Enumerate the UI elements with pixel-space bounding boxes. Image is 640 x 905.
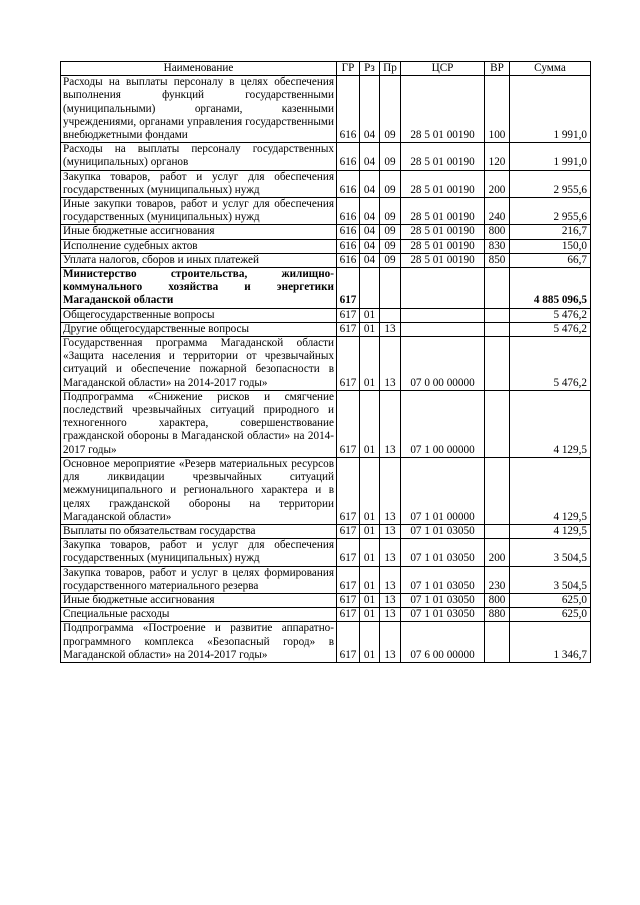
cell-sum: 625,0 xyxy=(510,593,591,607)
cell-gr: 617 xyxy=(337,608,360,622)
cell-pr: 09 xyxy=(380,76,401,143)
table-row xyxy=(61,622,591,663)
cell-vr xyxy=(485,337,510,391)
cell-pr: 09 xyxy=(380,143,401,170)
cell-rz: 04 xyxy=(360,198,380,225)
cell-name: Закупка товаров, работ и услуг для обеспечения государственных (муниципальных) нужд xyxy=(61,539,337,566)
cell-gr: 616 xyxy=(337,76,360,143)
header-csr: ЦСР xyxy=(401,62,485,76)
cell-pr: 13 xyxy=(380,322,401,336)
cell-vr: 800 xyxy=(485,225,510,239)
cell-csr: 07 1 01 03050 xyxy=(401,539,485,566)
cell-pr: 13 xyxy=(380,457,401,524)
cell-sum: 2 955,6 xyxy=(510,198,591,225)
cell-csr: 28 5 01 00190 xyxy=(401,143,485,170)
cell-csr: 07 6 00 00000 xyxy=(401,622,485,663)
table-row xyxy=(61,539,591,566)
cell-sum: 4 129,5 xyxy=(510,390,591,457)
cell-csr: 07 0 00 00000 xyxy=(401,337,485,391)
cell-vr: 850 xyxy=(485,253,510,267)
cell-vr xyxy=(485,524,510,538)
cell-name: Уплата налогов, сборов и иных платежей xyxy=(61,253,337,267)
cell-vr xyxy=(485,322,510,336)
cell-csr: 28 5 01 00190 xyxy=(401,225,485,239)
cell-name: Иные бюджетные ассигнования xyxy=(61,225,337,239)
cell-gr: 617 xyxy=(337,322,360,336)
cell-pr xyxy=(380,268,401,309)
cell-gr: 616 xyxy=(337,225,360,239)
cell-sum: 66,7 xyxy=(510,253,591,267)
cell-csr xyxy=(401,322,485,336)
cell-gr: 617 xyxy=(337,268,360,309)
cell-gr: 617 xyxy=(337,566,360,593)
header-vr: ВР xyxy=(485,62,510,76)
cell-sum: 4 885 096,5 xyxy=(510,268,591,309)
cell-vr xyxy=(485,457,510,524)
cell-vr: 240 xyxy=(485,198,510,225)
cell-csr: 07 1 01 03050 xyxy=(401,593,485,607)
cell-rz: 01 xyxy=(360,593,380,607)
cell-vr xyxy=(485,390,510,457)
cell-gr: 617 xyxy=(337,337,360,391)
header-pr: Пр xyxy=(380,62,401,76)
cell-name: Иные бюджетные ассигнования xyxy=(61,593,337,607)
cell-pr: 09 xyxy=(380,253,401,267)
cell-gr: 617 xyxy=(337,457,360,524)
table-row xyxy=(61,308,591,322)
cell-vr: 120 xyxy=(485,143,510,170)
cell-vr: 880 xyxy=(485,608,510,622)
budget-table-sheet xyxy=(60,61,590,663)
cell-vr: 830 xyxy=(485,239,510,253)
cell-rz: 01 xyxy=(360,608,380,622)
cell-vr xyxy=(485,622,510,663)
cell-pr: 13 xyxy=(380,337,401,391)
cell-csr: 07 1 01 03050 xyxy=(401,524,485,538)
cell-name: Исполнение судебных актов xyxy=(61,239,337,253)
table-row xyxy=(61,322,591,336)
cell-rz: 01 xyxy=(360,539,380,566)
cell-name: Расходы на выплаты персоналу в целях обеспечения выполнения функций государственными (муниципальными) органами, казенными учреждениями, органами управления государственными внебюджетными фондами xyxy=(61,76,337,143)
cell-name: Другие общегосударственные вопросы xyxy=(61,322,337,336)
cell-csr: 07 1 01 03050 xyxy=(401,566,485,593)
header-gr: ГР xyxy=(337,62,360,76)
cell-vr: 200 xyxy=(485,170,510,197)
cell-pr: 09 xyxy=(380,198,401,225)
cell-csr: 07 1 01 00000 xyxy=(401,457,485,524)
cell-sum: 3 504,5 xyxy=(510,566,591,593)
cell-sum: 4 129,5 xyxy=(510,457,591,524)
cell-name: Закупка товаров, работ и услуг в целях формирования государственного материального резерва xyxy=(61,566,337,593)
cell-csr xyxy=(401,268,485,309)
cell-rz: 01 xyxy=(360,390,380,457)
cell-pr: 13 xyxy=(380,593,401,607)
cell-name: Министерство строительства, жилищно-коммунального хозяйства и энергетики Магаданской области xyxy=(61,268,337,309)
cell-pr: 09 xyxy=(380,225,401,239)
cell-rz: 01 xyxy=(360,566,380,593)
cell-vr xyxy=(485,268,510,309)
cell-sum: 5 476,2 xyxy=(510,308,591,322)
table-header-row xyxy=(61,62,591,76)
table-row xyxy=(61,225,591,239)
cell-rz: 04 xyxy=(360,225,380,239)
cell-pr xyxy=(380,308,401,322)
cell-rz: 01 xyxy=(360,322,380,336)
cell-pr: 13 xyxy=(380,566,401,593)
cell-name: Подпрограмма «Построение и развитие аппаратно-программного комплекса «Безопасный город» в Магаданской области» на 2014-2017 годы» xyxy=(61,622,337,663)
table-row xyxy=(61,76,591,143)
budget-table xyxy=(60,61,591,663)
header-sum: Сумма xyxy=(510,62,591,76)
cell-rz: 01 xyxy=(360,622,380,663)
table-body xyxy=(61,76,591,663)
table-row xyxy=(61,457,591,524)
cell-gr: 617 xyxy=(337,308,360,322)
table-row xyxy=(61,608,591,622)
header-name: Наименование xyxy=(61,62,337,76)
cell-vr: 200 xyxy=(485,539,510,566)
cell-rz: 01 xyxy=(360,524,380,538)
cell-gr: 617 xyxy=(337,593,360,607)
cell-sum: 1 991,0 xyxy=(510,76,591,143)
table-row xyxy=(61,524,591,538)
cell-pr: 09 xyxy=(380,170,401,197)
cell-rz: 01 xyxy=(360,308,380,322)
table-row xyxy=(61,390,591,457)
header-rz: Рз xyxy=(360,62,380,76)
cell-name: Закупка товаров, работ и услуг для обеспечения государственных (муниципальных) нужд xyxy=(61,170,337,197)
table-row xyxy=(61,253,591,267)
cell-pr: 13 xyxy=(380,524,401,538)
cell-pr: 13 xyxy=(380,622,401,663)
cell-sum: 625,0 xyxy=(510,608,591,622)
cell-csr: 28 5 01 00190 xyxy=(401,76,485,143)
cell-csr: 28 5 01 00190 xyxy=(401,170,485,197)
cell-gr: 617 xyxy=(337,539,360,566)
cell-sum: 3 504,5 xyxy=(510,539,591,566)
cell-vr: 100 xyxy=(485,76,510,143)
cell-vr: 230 xyxy=(485,566,510,593)
cell-rz: 04 xyxy=(360,239,380,253)
table-row xyxy=(61,268,591,309)
cell-csr: 28 5 01 00190 xyxy=(401,253,485,267)
cell-vr: 800 xyxy=(485,593,510,607)
cell-name: Подпрограмма «Снижение рисков и смягчение последствий чрезвычайных ситуаций природного и техногенного характера, совершенствование гражданской обороны в Магаданской области» на 2014-2017 годы» xyxy=(61,390,337,457)
cell-gr: 617 xyxy=(337,622,360,663)
table-row xyxy=(61,239,591,253)
table-row xyxy=(61,337,591,391)
cell-rz: 04 xyxy=(360,170,380,197)
cell-pr: 13 xyxy=(380,390,401,457)
cell-csr xyxy=(401,308,485,322)
cell-sum: 1 991,0 xyxy=(510,143,591,170)
cell-pr: 13 xyxy=(380,608,401,622)
cell-gr: 617 xyxy=(337,390,360,457)
cell-name: Специальные расходы xyxy=(61,608,337,622)
cell-pr: 09 xyxy=(380,239,401,253)
cell-sum: 5 476,2 xyxy=(510,322,591,336)
cell-gr: 616 xyxy=(337,239,360,253)
cell-csr: 28 5 01 00190 xyxy=(401,198,485,225)
cell-rz: 04 xyxy=(360,253,380,267)
cell-csr: 07 1 00 00000 xyxy=(401,390,485,457)
cell-gr: 617 xyxy=(337,524,360,538)
cell-gr: 616 xyxy=(337,170,360,197)
cell-csr: 07 1 01 03050 xyxy=(401,608,485,622)
cell-name: Основное мероприятие «Резерв материальных ресурсов для ликвидации чрезвычайных ситуаций межмуниципального и регионального характера и в целях гражданской обороны на территории Магаданской области» xyxy=(61,457,337,524)
cell-gr: 616 xyxy=(337,253,360,267)
cell-sum: 2 955,6 xyxy=(510,170,591,197)
table-row xyxy=(61,143,591,170)
cell-rz: 04 xyxy=(360,76,380,143)
cell-sum: 1 346,7 xyxy=(510,622,591,663)
cell-sum: 5 476,2 xyxy=(510,337,591,391)
cell-name: Государственная программа Магаданской области «Защита населения и территории от чрезвычайных ситуаций и обеспечение пожарной безопасности в Магаданской области» на 2014-2017 годы» xyxy=(61,337,337,391)
cell-name: Расходы на выплаты персоналу государственных (муниципальных) органов xyxy=(61,143,337,170)
table-row xyxy=(61,170,591,197)
cell-gr: 616 xyxy=(337,143,360,170)
cell-name: Общегосударственные вопросы xyxy=(61,308,337,322)
cell-rz: 01 xyxy=(360,457,380,524)
cell-vr xyxy=(485,308,510,322)
cell-name: Выплаты по обязательствам государства xyxy=(61,524,337,538)
cell-rz xyxy=(360,268,380,309)
table-row xyxy=(61,566,591,593)
cell-sum: 150,0 xyxy=(510,239,591,253)
cell-gr: 616 xyxy=(337,198,360,225)
cell-pr: 13 xyxy=(380,539,401,566)
cell-csr: 28 5 01 00190 xyxy=(401,239,485,253)
table-row xyxy=(61,593,591,607)
cell-sum: 4 129,5 xyxy=(510,524,591,538)
cell-sum: 216,7 xyxy=(510,225,591,239)
cell-name: Иные закупки товаров, работ и услуг для обеспечения государственных (муниципальных) нужд xyxy=(61,198,337,225)
table-row xyxy=(61,198,591,225)
cell-rz: 01 xyxy=(360,337,380,391)
cell-rz: 04 xyxy=(360,143,380,170)
